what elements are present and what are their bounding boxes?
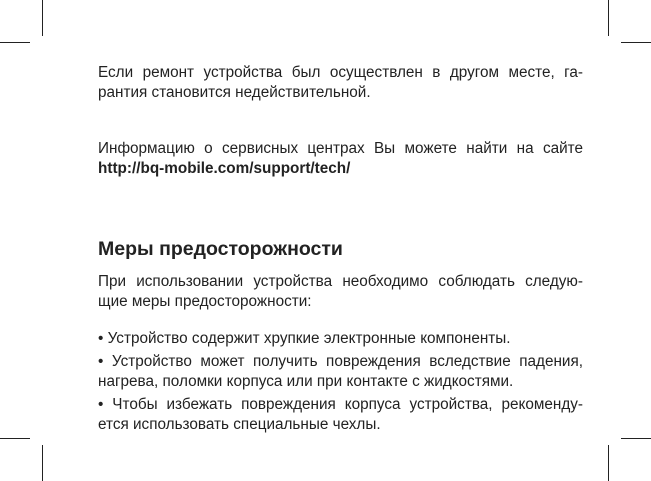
page-content <box>98 63 583 435</box>
precautions-intro <box>98 272 583 312</box>
bullet-item-1 <box>98 329 583 349</box>
service-centers-paragraph <box>98 139 583 179</box>
support-url-link[interactable]: http://bq-mobile.com/support/tech/ <box>98 160 351 177</box>
warranty-line-1: Если ремонт устройства был осуществлен в другом месте, га- <box>98 64 583 81</box>
crop-mark-top-right-vertical <box>608 0 609 36</box>
bullet-3-line-2: ется использовать специальные чехлы. <box>98 416 381 433</box>
section-title: Меры предосторожности <box>98 238 343 260</box>
bullet-3-line-1: • Чтобы избежать повреждения корпуса устройства, рекоменду- <box>98 396 583 413</box>
warranty-paragraph <box>98 63 583 103</box>
bullet-2-line-2: нагрева, поломки корпуса или при контакте с жидкостями. <box>98 373 514 390</box>
bullet-2-line-1: • Устройство может получить повреждения вследствие падения, <box>98 353 583 370</box>
bullet-item-3 <box>98 395 583 435</box>
crop-mark-bottom-left-horizontal <box>0 438 30 439</box>
crop-mark-top-left-horizontal <box>0 42 30 43</box>
crop-mark-bottom-left-vertical <box>42 445 43 481</box>
service-centers-line-1: Информацию о сервисных центрах Вы можете найти на сайте <box>98 140 583 157</box>
crop-mark-bottom-right-vertical <box>608 445 609 481</box>
precautions-intro-line-1: При использовании устройства необходимо соблюдать следую- <box>98 273 583 290</box>
bullet-item-2 <box>98 352 583 392</box>
crop-mark-top-right-horizontal <box>621 42 651 43</box>
crop-mark-bottom-right-horizontal <box>621 438 651 439</box>
bullet-1-line-1: • Устройство содержит хрупкие электронные компоненты. <box>98 330 511 347</box>
precautions-intro-line-2: щие меры предосторожности: <box>98 293 312 310</box>
warranty-line-2: рантия становится недействительной. <box>98 84 371 101</box>
crop-mark-top-left-vertical <box>42 0 43 36</box>
